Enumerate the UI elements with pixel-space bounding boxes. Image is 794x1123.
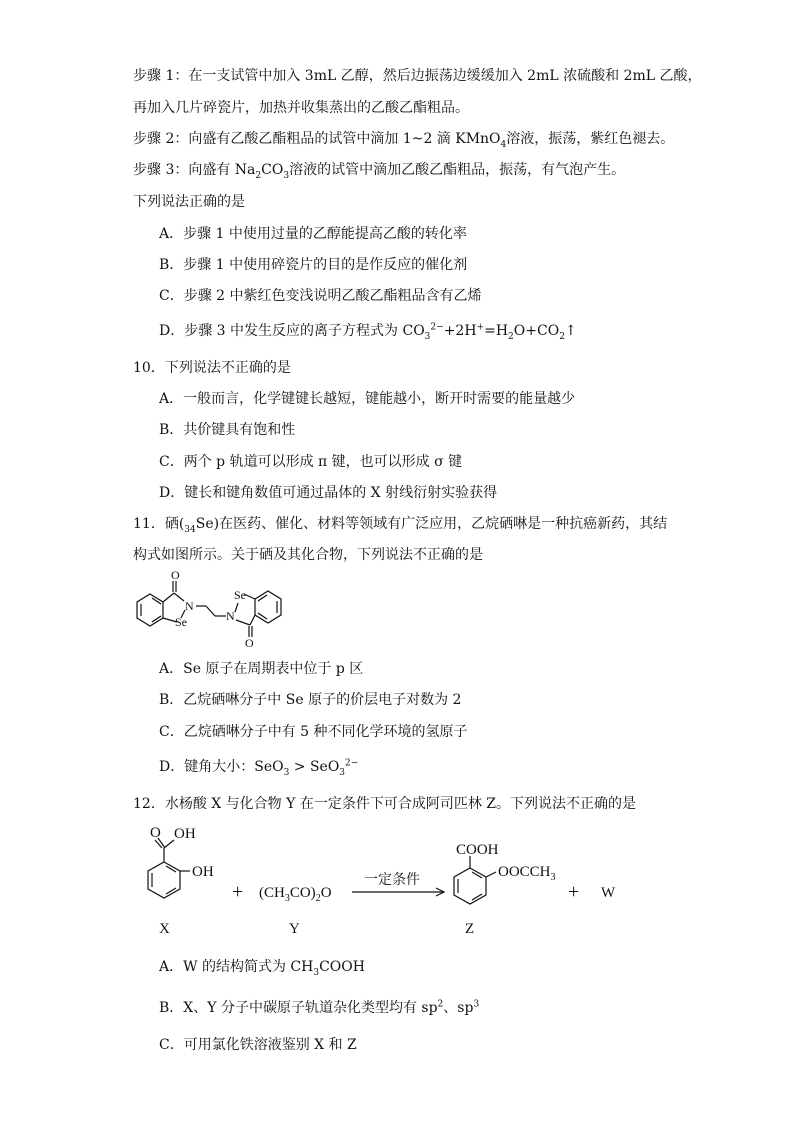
q9-option-b: B．步骤 1 中使用碎瓷片的目的是作反应的催化剂 (159, 257, 468, 273)
q9-option-d: D．步骤 3 中发生反应的离子方程式为 $CO_3^{2-}+2H^+=H_2O+CO_2↑$ (159, 322, 577, 342)
y-formula: $(CH_3CO)_2O$ (259, 885, 332, 904)
mol-se-right: Se (234, 588, 246, 602)
ethaselen-structure (128, 568, 303, 650)
x-oh-top: OH (174, 826, 196, 842)
x-name: X (159, 921, 170, 937)
w-name: W (601, 885, 616, 901)
mol-se-left: Se (175, 615, 187, 629)
z-ester: $OOCCH_3$ (498, 864, 556, 883)
q12-option-a: A．W 的结构简式为 $CH_3COOH$ (159, 959, 365, 978)
q10-option-b: B．共价键具有饱和性 (159, 422, 296, 438)
x-oh-ring: OH (192, 864, 214, 880)
q11-option-d: D．键角大小：SeO$_3$ > SeO$_3^{2-}$ (159, 758, 359, 778)
q11-option-b: B．乙烷硒啉分子中 Se 原子的价层电子对数为 2 (159, 692, 462, 708)
q12-option-b: B．X、Y 分子中碳原子轨道杂化类型均有 $sp^2$、$sp^3$ (159, 999, 480, 1016)
mol-o-bottom: O (245, 636, 254, 650)
q12-stem: 12．水杨酸 X 与化合物 Y 在一定条件下可合成阿司匹林 Z。下列说法不正确的是 (133, 796, 637, 812)
q9-option-c: C．步骤 2 中紫红色变浅说明乙酸乙酯粗品含有乙烯 (159, 288, 482, 304)
plus-1: + (232, 881, 244, 903)
y-name: Y (289, 921, 300, 937)
q9-step1-line2: 再加入几片碎瓷片，加热并收集蒸出的乙酸乙酯粗品。 (133, 100, 469, 116)
q10-option-a: A．一般而言，化学键键长越短，键能越小，断开时需要的能量越少 (159, 391, 576, 407)
mol-n-left: N (185, 599, 194, 613)
mol-o-top: O (171, 568, 180, 582)
q9-step1-line1: 步骤 1：在一支试管中加入 3mL 乙醇，然后边振荡边缓缓加入 2mL 浓硫酸和 2mL 乙酸， (133, 68, 702, 84)
q10-option-d: D．键长和键角数值可通过晶体的 X 射线衍射实验获得 (159, 485, 498, 501)
mol-n-right: N (226, 609, 235, 623)
q11-stem-line1: 11．硒$(_{34}Se)$在医药、催化、材料等领域有广泛应用，乙烷硒啉是一种抗癌新药，其结 (133, 516, 668, 535)
q11-stem-line2: 构式如图所示。关于硒及其化合物，下列说法不正确的是 (133, 547, 483, 563)
plus-2: + (568, 881, 580, 903)
q10-option-c: C．两个 p 轨道可以形成 π 键，也可以形成 σ 键 (159, 454, 463, 470)
z-cooh: COOH (456, 842, 499, 858)
x-carbonyl-o: O (150, 825, 161, 841)
q12-option-c: C．可用氯化铁溶液鉴别 X 和 Z (159, 1037, 357, 1053)
q9-option-a: A．步骤 1 中使用过量的乙醇能提高乙酸的转化率 (159, 226, 467, 242)
q9-question: 下列说法正确的是 (133, 194, 245, 210)
q10-stem: 10．下列说法不正确的是 (133, 360, 291, 376)
q9-step2: 步骤 2：向盛有乙酸乙酯粗品的试管中滴加 1~2 滴 KMnO$_4$溶液，振荡，紫红色褪去。 (133, 131, 675, 150)
q11-option-c: C．乙烷硒啉分子中有 5 种不同化学环境的氢原子 (159, 724, 468, 740)
z-name: Z (465, 921, 475, 937)
q9-step3: 步骤 3：向盛有 $Na_2CO_3$溶液的试管中滴加乙酸乙酯粗品，振荡，有气泡产生。 (133, 162, 626, 181)
q11-option-a: A．Se 原子在周期表中位于 p 区 (159, 661, 364, 677)
arrow-condition: 一定条件 (364, 873, 420, 888)
aspirin-synthesis-scheme (128, 820, 628, 940)
